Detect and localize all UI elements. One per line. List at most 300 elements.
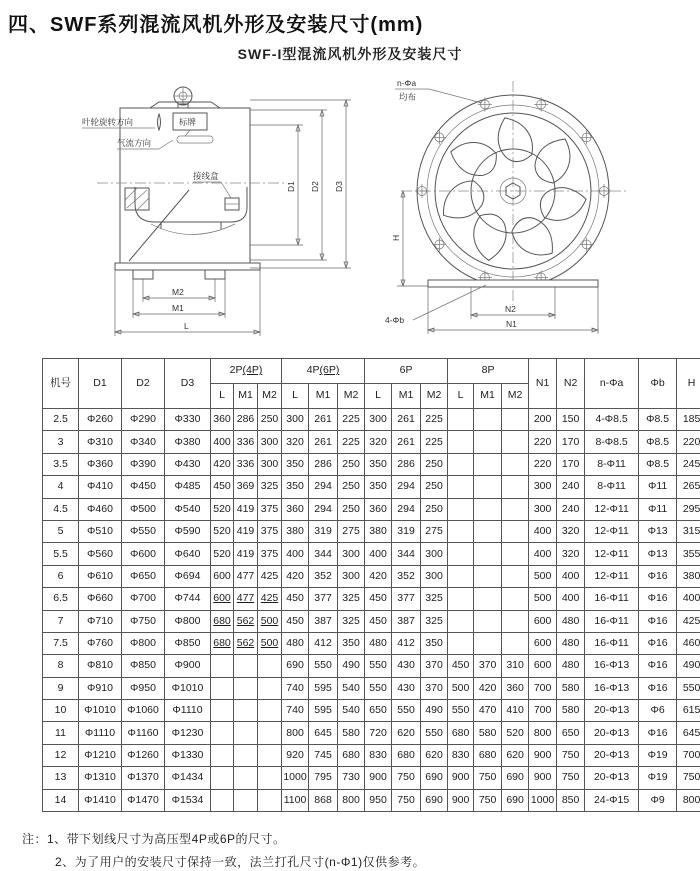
- table-cell: 645: [309, 722, 338, 744]
- table-cell: 4: [43, 476, 79, 498]
- col-2p-m2: M2: [258, 384, 282, 409]
- col-group-2p: 2P(4P): [211, 359, 282, 384]
- table-cell: 170: [557, 453, 585, 475]
- table-row: [43, 700, 700, 722]
- table-cell: 520: [211, 520, 234, 542]
- table-cell: 9: [43, 677, 79, 699]
- table-cell: 370: [421, 655, 448, 677]
- table-cell: 261: [392, 431, 421, 453]
- table-cell: 261: [309, 409, 338, 431]
- table-row: [43, 565, 700, 587]
- table-cell: [502, 476, 529, 498]
- table-cell: Φ16: [639, 722, 677, 744]
- col-n2: N2: [557, 359, 585, 409]
- col-4p-l: L: [282, 384, 309, 409]
- table-cell: 300: [529, 498, 557, 520]
- table-cell: [448, 431, 474, 453]
- table-cell: 8-Φ8.5: [585, 431, 639, 453]
- dim-d2-label: D2: [310, 181, 320, 192]
- eyebolt-icon: [174, 87, 192, 108]
- table-cell: Φ8.5: [639, 409, 677, 431]
- table-cell: 600: [529, 632, 557, 654]
- table-cell: 750: [557, 767, 585, 789]
- table-cell: Φ8.5: [639, 431, 677, 453]
- table-cell: [448, 409, 474, 431]
- table-row: [43, 655, 700, 677]
- table-cell: [474, 543, 502, 565]
- table-cell: Φ760: [79, 632, 122, 654]
- table-cell: 300: [258, 431, 282, 453]
- table-cell: 350: [365, 476, 392, 498]
- table-cell: 380: [282, 520, 309, 542]
- table-cell: Φ410: [79, 476, 122, 498]
- dim-l-label: L: [184, 321, 189, 331]
- table-cell: 750: [392, 767, 421, 789]
- table-cell: [448, 632, 474, 654]
- table-cell: 16-Φ11: [585, 610, 639, 632]
- table-row: [43, 610, 700, 632]
- table-cell: [258, 655, 282, 677]
- table-cell: 170: [557, 431, 585, 453]
- table-cell: 1100: [282, 789, 309, 811]
- table-cell: 352: [392, 565, 421, 587]
- table-cell: 500: [258, 610, 282, 632]
- table-cell: 645: [677, 722, 700, 744]
- table-cell: 286: [234, 409, 258, 431]
- table-cell: 500: [258, 632, 282, 654]
- table-cell: Φ450: [122, 476, 165, 498]
- table-cell: [211, 722, 234, 744]
- table-cell: Φ910: [79, 677, 122, 699]
- table-cell: Φ1410: [79, 789, 122, 811]
- col-6p-m1: M1: [392, 384, 421, 409]
- table-cell: 650: [557, 722, 585, 744]
- table-cell: 450: [282, 588, 309, 610]
- table-cell: 336: [234, 453, 258, 475]
- col-n1: N1: [529, 359, 557, 409]
- table-cell: 540: [338, 677, 365, 699]
- table-cell: 16-Φ13: [585, 677, 639, 699]
- airflow-direction-label: [117, 138, 173, 149]
- table-cell: [502, 632, 529, 654]
- table-cell: 360: [282, 498, 309, 520]
- table-cell: 540: [338, 700, 365, 722]
- table-cell: 8-Φ11: [585, 453, 639, 475]
- table-cell: 800: [338, 789, 365, 811]
- bottom-dimensions: [115, 270, 260, 336]
- table-cell: [448, 565, 474, 587]
- table-cell: Φ1230: [165, 722, 211, 744]
- table-cell: 225: [338, 431, 365, 453]
- table-cell: Φ710: [79, 610, 122, 632]
- table-cell: Φ850: [165, 632, 211, 654]
- table-cell: [474, 610, 502, 632]
- table-cell: 450: [365, 588, 392, 610]
- table-header: [43, 359, 700, 409]
- table-cell: [474, 520, 502, 542]
- table-row: [43, 677, 700, 699]
- table-cell: 225: [421, 409, 448, 431]
- table-cell: [474, 409, 502, 431]
- table-cell: Φ900: [165, 655, 211, 677]
- table-cell: 12-Φ11: [585, 565, 639, 587]
- table-cell: 336: [234, 431, 258, 453]
- table-cell: 245: [677, 453, 700, 475]
- table-cell: Φ485: [165, 476, 211, 498]
- table-cell: 375: [258, 543, 282, 565]
- table-cell: 700: [529, 700, 557, 722]
- table-cell: 520: [211, 543, 234, 565]
- table-cell: 250: [421, 498, 448, 520]
- table-cell: [234, 767, 258, 789]
- table-cell: 250: [338, 476, 365, 498]
- table-cell: Φ1210: [79, 744, 122, 766]
- side-view-svg: [55, 80, 380, 348]
- table-cell: 377: [309, 588, 338, 610]
- table-cell: 830: [365, 744, 392, 766]
- table-cell: 595: [309, 700, 338, 722]
- table-cell: Φ390: [122, 453, 165, 475]
- table-cell: Φ290: [122, 409, 165, 431]
- table-cell: Φ16: [639, 677, 677, 699]
- table-row: [43, 744, 700, 766]
- table-cell: 7.5: [43, 632, 79, 654]
- table-row: [43, 431, 700, 453]
- table-cell: 550: [365, 677, 392, 699]
- table-cell: [234, 722, 258, 744]
- table-cell: Φ16: [639, 610, 677, 632]
- table-cell: 700: [529, 677, 557, 699]
- table-cell: 650: [365, 700, 392, 722]
- table-cell: 1000: [529, 789, 557, 811]
- table-cell: 490: [421, 700, 448, 722]
- col-2p-l: L: [211, 384, 234, 409]
- table-cell: [448, 453, 474, 475]
- table-cell: Φ800: [165, 610, 211, 632]
- table-cell: 12-Φ11: [585, 498, 639, 520]
- table-cell: [234, 677, 258, 699]
- table-cell: Φ640: [165, 543, 211, 565]
- table-cell: 750: [557, 744, 585, 766]
- dim-d3-label: D3: [334, 181, 344, 192]
- table-cell: 3.5: [43, 453, 79, 475]
- table-cell: Φ1010: [79, 700, 122, 722]
- table-cell: [258, 700, 282, 722]
- note-line-1: 注：1、带下划线尺寸为高压型4P或6P的尺寸。: [22, 832, 286, 846]
- table-cell: 562: [234, 610, 258, 632]
- table-cell: Φ1110: [79, 722, 122, 744]
- svg-text:气流方向: 气流方向: [117, 138, 152, 148]
- table-cell: [502, 498, 529, 520]
- table-cell: 12: [43, 744, 79, 766]
- table-cell: Φ1470: [122, 789, 165, 811]
- table-cell: Φ510: [79, 520, 122, 542]
- col-d2: D2: [122, 359, 165, 409]
- table-cell: [234, 744, 258, 766]
- table-cell: [502, 610, 529, 632]
- table-cell: 400: [529, 520, 557, 542]
- table-cell: 300: [338, 543, 365, 565]
- table-cell: 13: [43, 767, 79, 789]
- table-cell: [502, 520, 529, 542]
- table-cell: 319: [392, 520, 421, 542]
- table-row: [43, 453, 700, 475]
- table-cell: 830: [448, 744, 474, 766]
- col-d1: D1: [79, 359, 122, 409]
- table-cell: 20-Φ13: [585, 744, 639, 766]
- table-cell: 480: [557, 632, 585, 654]
- table-cell: 620: [502, 744, 529, 766]
- table-cell: 740: [282, 677, 309, 699]
- table-cell: Φ850: [122, 655, 165, 677]
- table-cell: 800: [282, 722, 309, 744]
- table-cell: 900: [529, 744, 557, 766]
- table-cell: 700: [677, 744, 700, 766]
- table-cell: 480: [282, 632, 309, 654]
- table-cell: 344: [309, 543, 338, 565]
- dim-m1-label: M1: [172, 303, 184, 313]
- table-cell: 680: [392, 744, 421, 766]
- table-row: [43, 476, 700, 498]
- table-cell: 745: [309, 744, 338, 766]
- table-cell: 300: [282, 409, 309, 431]
- table-cell: 450: [282, 610, 309, 632]
- table-cell: Φ13: [639, 520, 677, 542]
- table-cell: 20-Φ13: [585, 722, 639, 744]
- table-cell: Φ380: [165, 431, 211, 453]
- col-8p-m1: M1: [474, 384, 502, 409]
- table-cell: 250: [338, 453, 365, 475]
- col-8p-m2: M2: [502, 384, 529, 409]
- table-cell: 11: [43, 722, 79, 744]
- table-cell: [474, 476, 502, 498]
- table-row: [43, 632, 700, 654]
- table-cell: 350: [282, 476, 309, 498]
- table-cell: 225: [421, 431, 448, 453]
- table-cell: 225: [338, 409, 365, 431]
- table-cell: 740: [282, 700, 309, 722]
- table-cell: [502, 431, 529, 453]
- table-cell: [258, 744, 282, 766]
- table-cell: 500: [529, 565, 557, 587]
- table-cell: 3: [43, 431, 79, 453]
- table-cell: 352: [309, 565, 338, 587]
- table-cell: 294: [392, 476, 421, 498]
- col-group-6p: 6P: [365, 359, 448, 384]
- table-cell: [474, 431, 502, 453]
- table-cell: 320: [365, 431, 392, 453]
- table-cell: 300: [338, 565, 365, 587]
- table-cell: 720: [365, 722, 392, 744]
- table-cell: 477: [234, 565, 258, 587]
- table-cell: 868: [309, 789, 338, 811]
- table-cell: 400: [211, 431, 234, 453]
- table-cell: 420: [365, 565, 392, 587]
- table-cell: Φ13: [639, 543, 677, 565]
- table-cell: 419: [234, 520, 258, 542]
- table-cell: Φ1434: [165, 767, 211, 789]
- table-cell: 920: [282, 744, 309, 766]
- table-cell: 490: [677, 655, 700, 677]
- table-cell: [474, 453, 502, 475]
- col-group-4p: 4P(6P): [282, 359, 365, 384]
- dim-d1-label: D1: [286, 181, 296, 192]
- table-cell: 800: [677, 789, 700, 811]
- bolt-circle-label: [395, 78, 482, 103]
- table-cell: 800: [529, 722, 557, 744]
- table-cell: 325: [258, 476, 282, 498]
- col-6p-l: L: [365, 384, 392, 409]
- table-cell: 387: [392, 610, 421, 632]
- table-cell: [258, 677, 282, 699]
- table-cell: [448, 476, 474, 498]
- table-cell: [448, 610, 474, 632]
- table-cell: 750: [677, 767, 700, 789]
- front-view-drawing: [383, 73, 698, 338]
- table-cell: 550: [677, 677, 700, 699]
- table-cell: 900: [529, 767, 557, 789]
- table-cell: 430: [392, 677, 421, 699]
- table-cell: Φ11: [639, 498, 677, 520]
- table-cell: Φ19: [639, 744, 677, 766]
- table-cell: 4.5: [43, 498, 79, 520]
- col-h: H: [677, 359, 700, 409]
- table-cell: 5: [43, 520, 79, 542]
- table-cell: Φ500: [122, 498, 165, 520]
- table-cell: 412: [309, 632, 338, 654]
- table-cell: [211, 767, 234, 789]
- table-cell: 286: [309, 453, 338, 475]
- table-cell: 520: [211, 498, 234, 520]
- table-cell: 350: [365, 453, 392, 475]
- table-body: [43, 409, 700, 812]
- table-cell: Φ540: [165, 498, 211, 520]
- table-cell: 480: [557, 655, 585, 677]
- table-cell: [448, 543, 474, 565]
- table-cell: 690: [421, 767, 448, 789]
- table-cell: 690: [282, 655, 309, 677]
- table-cell: 370: [421, 677, 448, 699]
- table-cell: 500: [448, 677, 474, 699]
- table-cell: 490: [338, 655, 365, 677]
- table-cell: 8: [43, 655, 79, 677]
- table-cell: 261: [309, 431, 338, 453]
- table-cell: [211, 700, 234, 722]
- table-cell: 350: [421, 632, 448, 654]
- table-cell: 387: [309, 610, 338, 632]
- table-cell: 10: [43, 700, 79, 722]
- table-cell: Φ260: [79, 409, 122, 431]
- table-cell: Φ310: [79, 431, 122, 453]
- svg-text:标牌: 标牌: [179, 117, 197, 127]
- col-fb: Φb: [639, 359, 677, 409]
- fan-casing: [120, 108, 250, 263]
- svg-text:均布: 均布: [399, 92, 417, 102]
- table-cell: 200: [529, 409, 557, 431]
- table-cell: Φ650: [122, 565, 165, 587]
- table-cell: 550: [421, 722, 448, 744]
- table-cell: Φ1160: [122, 722, 165, 744]
- table-cell: Φ11: [639, 476, 677, 498]
- table-cell: 250: [421, 476, 448, 498]
- table-cell: 265: [677, 476, 700, 498]
- table-row: [43, 767, 700, 789]
- table-cell: 24-Φ15: [585, 789, 639, 811]
- table-cell: Φ16: [639, 655, 677, 677]
- table-cell: 562: [234, 632, 258, 654]
- table-cell: 300: [365, 409, 392, 431]
- svg-text:叶轮旋转方向: 叶轮旋转方向: [82, 117, 134, 127]
- table-cell: 400: [677, 588, 700, 610]
- table-cell: 240: [557, 498, 585, 520]
- table-cell: 750: [474, 789, 502, 811]
- table-row: [43, 543, 700, 565]
- table-cell: Φ1110: [165, 700, 211, 722]
- col-2p-m1: M1: [234, 384, 258, 409]
- table-cell: Φ750: [122, 610, 165, 632]
- table-cell: 795: [309, 767, 338, 789]
- table-cell: Φ6: [639, 700, 677, 722]
- table-row: [43, 722, 700, 744]
- table-cell: 460: [677, 632, 700, 654]
- side-view-drawing: [55, 80, 380, 348]
- col-group-8p: 8P: [448, 359, 529, 384]
- table-cell: 410: [502, 700, 529, 722]
- table-cell: 680: [211, 610, 234, 632]
- table-cell: Φ1370: [122, 767, 165, 789]
- table-cell: 750: [392, 789, 421, 811]
- table-cell: 369: [234, 476, 258, 498]
- table-cell: 294: [309, 498, 338, 520]
- rotation-direction-label: [82, 114, 161, 130]
- table-cell: 319: [309, 520, 338, 542]
- table-cell: Φ340: [122, 431, 165, 453]
- table-cell: Φ744: [165, 588, 211, 610]
- base-and-feet: [115, 263, 260, 279]
- table-cell: Φ9: [639, 789, 677, 811]
- table-cell: 16-Φ11: [585, 632, 639, 654]
- table-cell: 600: [211, 588, 234, 610]
- svg-text:4-Φb: 4-Φb: [385, 315, 405, 325]
- table-cell: Φ1330: [165, 744, 211, 766]
- table-cell: 450: [211, 476, 234, 498]
- col-d3: D3: [165, 359, 211, 409]
- dim-h-label: H: [391, 234, 401, 241]
- table-cell: 370: [474, 655, 502, 677]
- table-cell: 380: [365, 520, 392, 542]
- table-cell: 620: [421, 744, 448, 766]
- table-cell: Φ800: [122, 632, 165, 654]
- table-cell: Φ19: [639, 767, 677, 789]
- table-cell: Φ600: [122, 543, 165, 565]
- table-cell: [234, 700, 258, 722]
- table-cell: 294: [392, 498, 421, 520]
- table-cell: 325: [338, 588, 365, 610]
- col-4p-m1: M1: [309, 384, 338, 409]
- table-cell: 250: [421, 453, 448, 475]
- table-cell: [502, 588, 529, 610]
- table-cell: [211, 655, 234, 677]
- table-cell: 600: [529, 610, 557, 632]
- table-cell: 261: [392, 409, 421, 431]
- table-cell: Φ550: [122, 520, 165, 542]
- table-cell: 419: [234, 543, 258, 565]
- table-cell: 300: [258, 453, 282, 475]
- table-cell: 5.5: [43, 543, 79, 565]
- table-cell: 950: [365, 789, 392, 811]
- table-cell: 320: [557, 520, 585, 542]
- col-8p-l: L: [448, 384, 474, 409]
